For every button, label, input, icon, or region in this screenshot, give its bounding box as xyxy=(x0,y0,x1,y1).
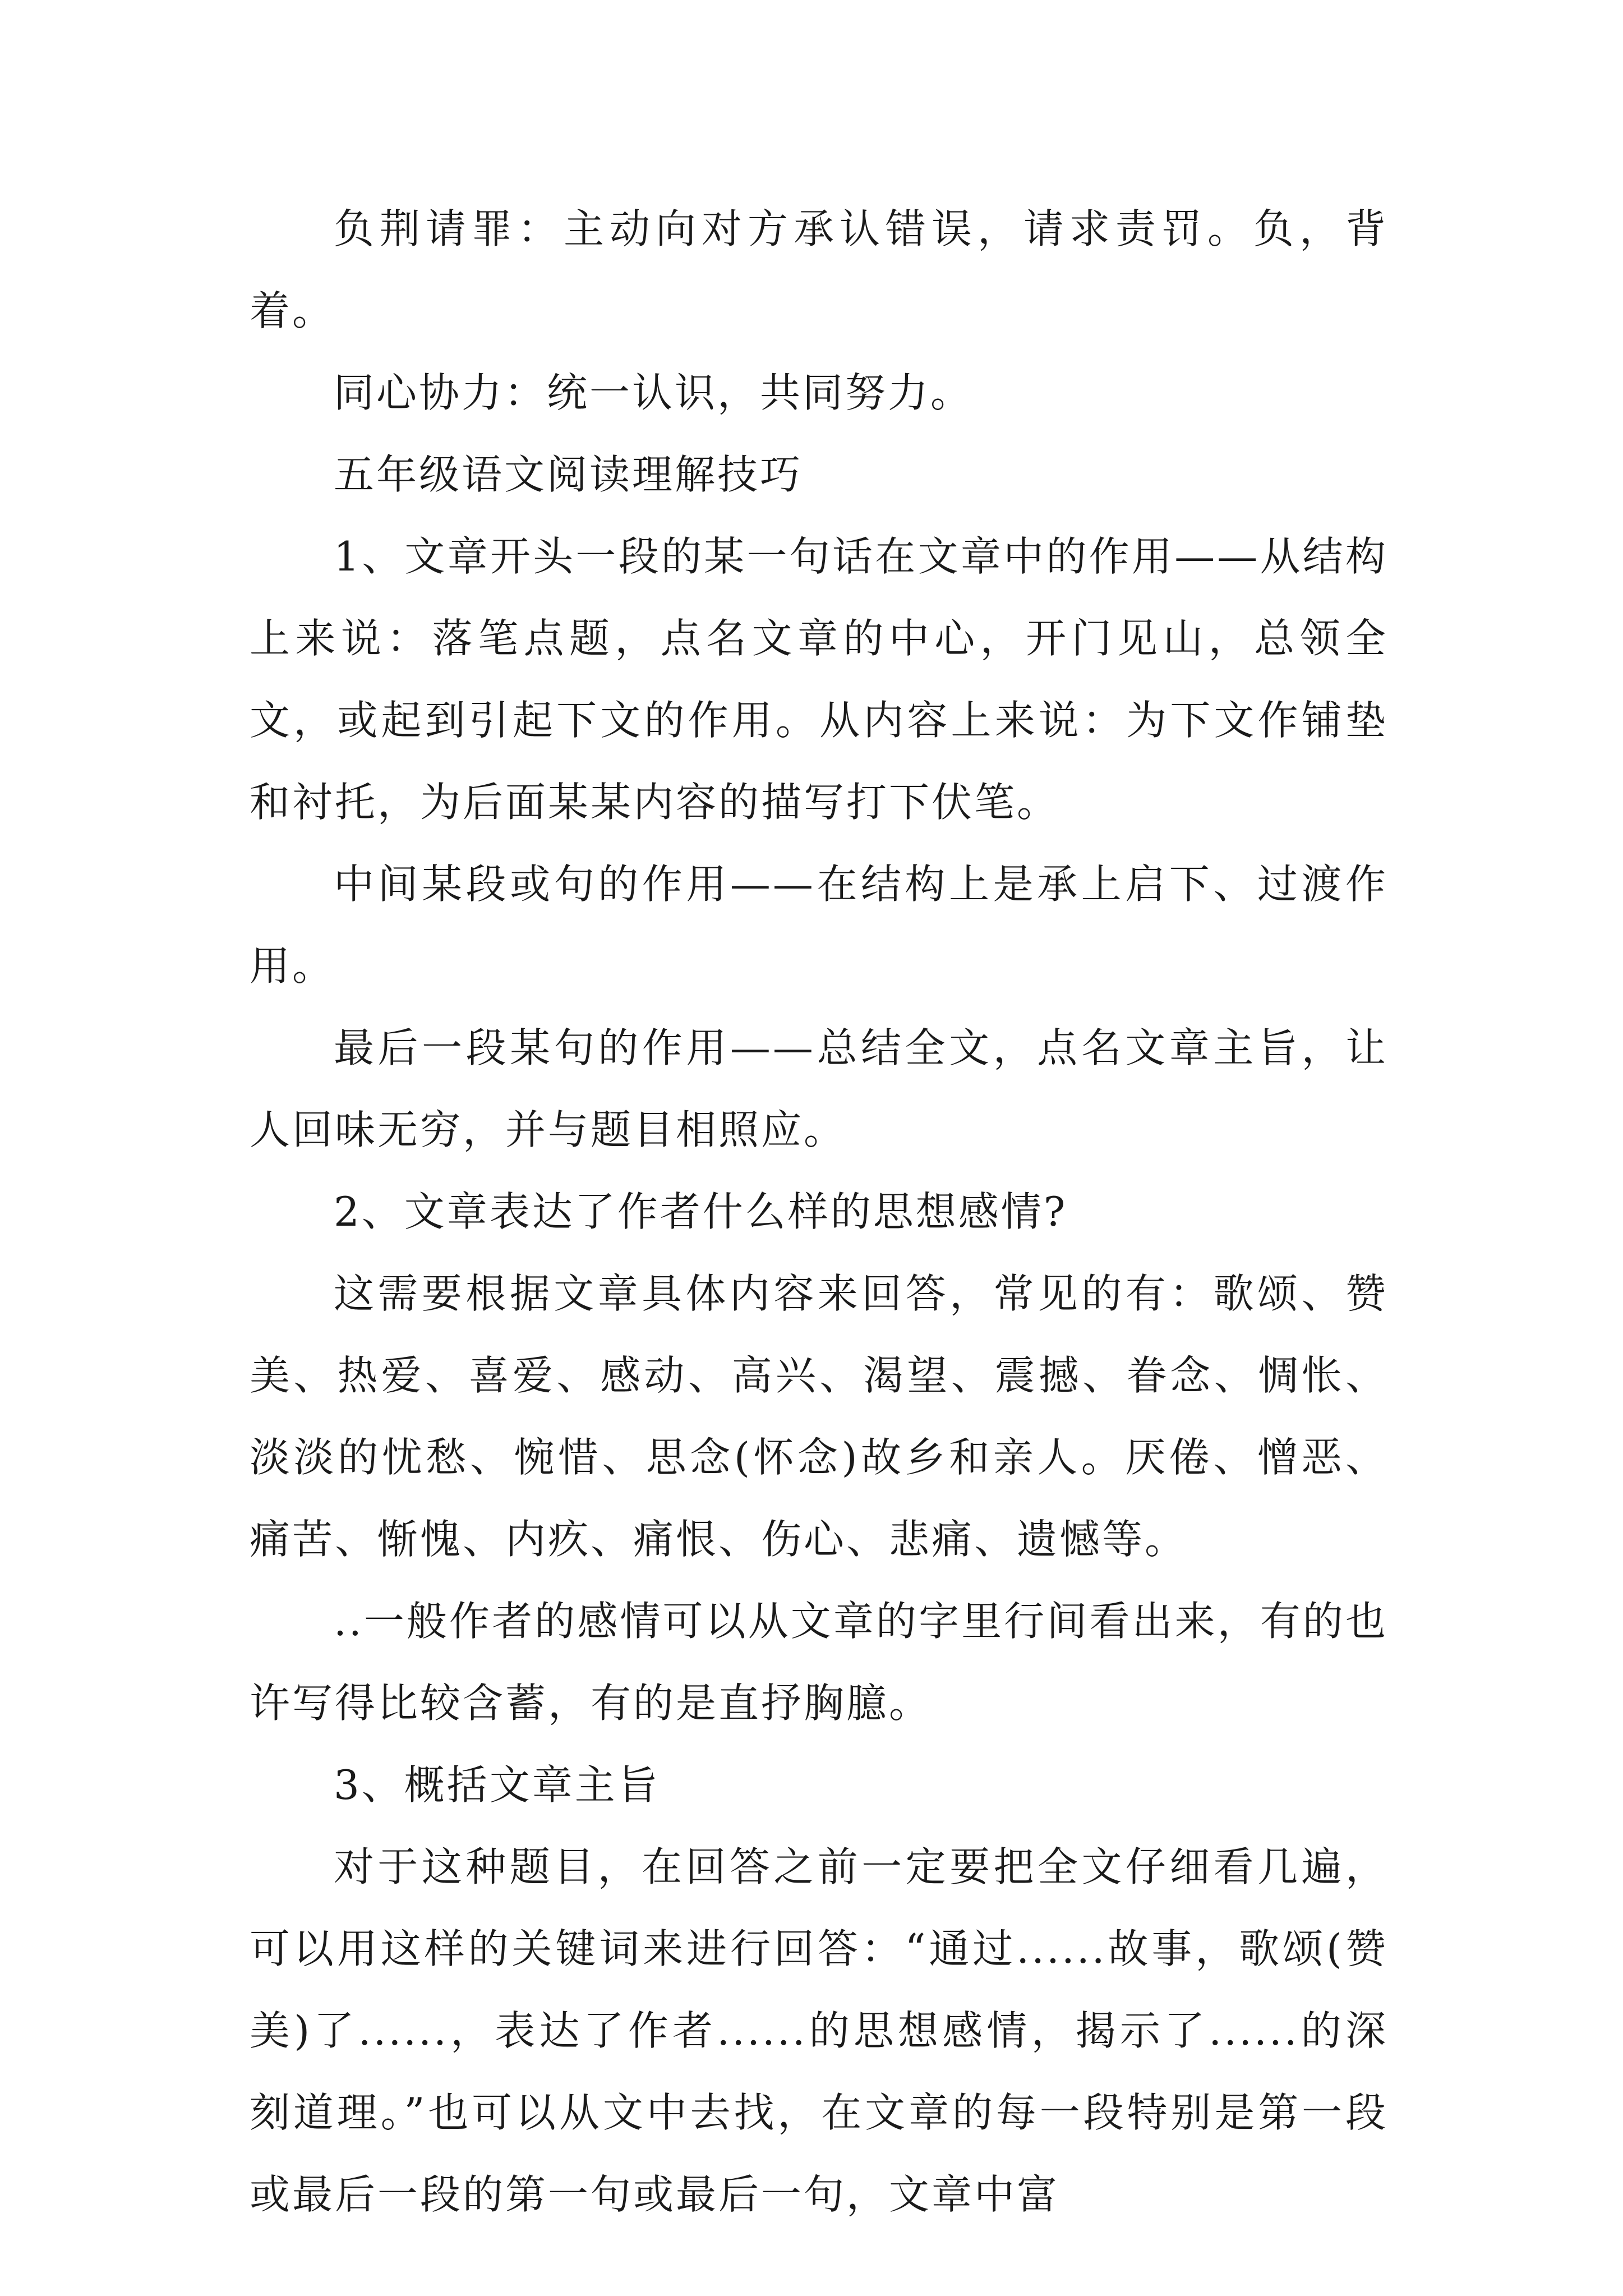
section-heading: 五年级语文阅读理解技巧 xyxy=(334,451,803,498)
paragraph-middle-role: 中间某段或句的作用——在结构上是承上启下、过渡作用。 xyxy=(250,861,1388,990)
paragraph-idiom-tongxin: 同心协力：统一认识，共同努力。 xyxy=(334,369,974,416)
document-body xyxy=(250,188,1388,2235)
paragraph-tip-2: 2、文章表达了作者什么样的思想感情? xyxy=(334,1188,1068,1235)
paragraph-emotion-note: ..一般作者的感情可以从文章的字里行间看出来，有的也许写得比较含蓄，有的是直抒胸臆。 xyxy=(250,1598,1388,1727)
paragraph-theme-method: 对于这种题目，在回答之前一定要把全文仔细看几遍，可以用这样的关键词来进行回答：“通过......故事，歌颂(赞美)了......，表达了作者......的思想感情，揭示了......的深刻道理。”也可以从文中去找，在文章的每一段特别是第一段或最后一段的第一句或最后一句，文章中富 xyxy=(250,1843,1388,2218)
paragraph-tip-1: 1、文章开头一段的某一句话在文章中的作用——从结构上来说：落笔点题，点名文章的中心，开门见山，总领全文，或起到引起下文的作用。从内容上来说：为下文作铺垫和衬托，为后面某某内容的描写打下伏笔。 xyxy=(250,533,1388,826)
paragraph-idiom-fujing: 负荆请罪：主动向对方承认错误，请求责罚。负，背着。 xyxy=(250,205,1388,334)
paragraph-last-role: 最后一段某句的作用——总结全文，点名文章主旨，让人回味无穷，并与题目相照应。 xyxy=(250,1024,1388,1153)
paragraph-tip-3: 3、概括文章主旨 xyxy=(334,1761,660,1809)
paragraph-emotions: 这需要根据文章具体内容来回答，常见的有：歌颂、赞美、热爱、喜爱、感动、高兴、渴望、震撼、眷念、惆怅、淡淡的忧愁、惋惜、思念(怀念)故乡和亲人。厌倦、憎恶、痛苦、惭愧、内疚、痛恨、伤心、悲痛、遗憾等。 xyxy=(250,1270,1388,1563)
